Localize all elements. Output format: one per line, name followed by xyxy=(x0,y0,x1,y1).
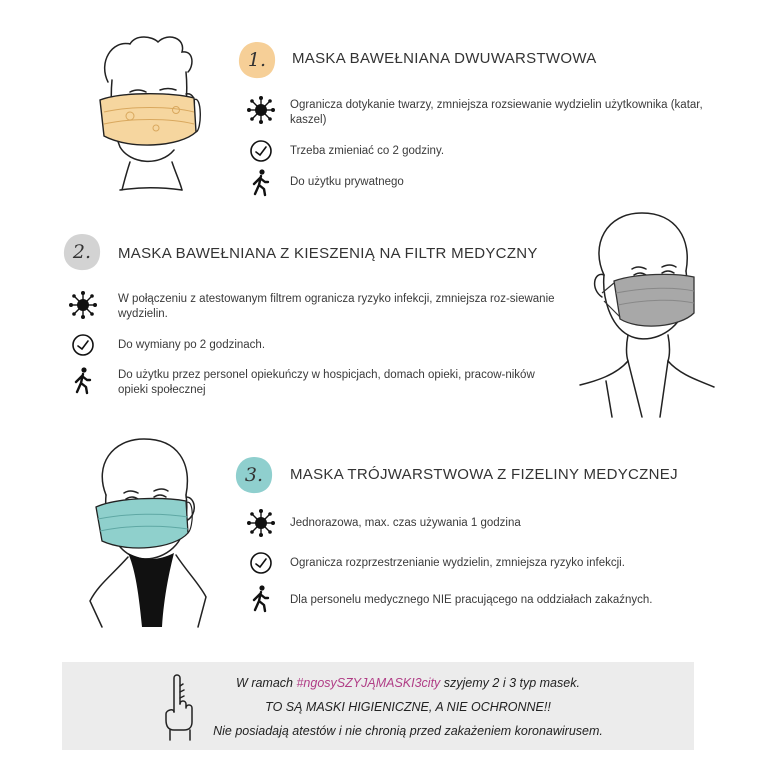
section-1-item-1-text: Ogranicza dotykanie twarzy, zmniejsza rozsiewanie wydzielin użytkownika (katar, kaszel) xyxy=(290,99,703,126)
virus-icon xyxy=(246,95,276,125)
section-1-item-3 xyxy=(246,168,706,198)
clock-icon xyxy=(246,548,276,578)
section-1-number: 1. xyxy=(247,49,267,71)
banner-line-1-prefix: W ramach xyxy=(236,676,293,690)
section-2-item-1-text: W połączeniu z atestowanym filtrem ogranicza ryzyko infekcji, zmniejsza roz-siewanie wydzielin. xyxy=(118,293,555,320)
walking-person-icon xyxy=(246,584,276,614)
section-2-title: MASKA BAWEŁNIANA Z KIESZENIĄ NA FILTR MEDYCZNY xyxy=(118,245,538,262)
section-2-item-3-text: Do użytku przez personel opiekuńczy w hospicjach, domach opieki, pracow-ników opieki społecznej xyxy=(118,369,535,396)
section-1-item-2 xyxy=(246,136,706,166)
figure-filter-mask xyxy=(576,205,716,420)
figure-cotton-mask xyxy=(90,32,220,192)
section-1-item-1 xyxy=(246,95,706,128)
clock-icon xyxy=(246,136,276,166)
banner-hashtag: #ngosySZYJĄMASKI3city xyxy=(296,676,441,690)
section-3-item-2-text: Ogranicza rozprzestrzenianie wydzielin, zmniejsza ryzyko infekcji. xyxy=(290,557,625,569)
banner-line-1-suffix: szyjemy 2 i 3 typ masek. xyxy=(443,676,580,690)
section-2-item-3 xyxy=(68,366,558,398)
section-3-item-2 xyxy=(246,548,716,578)
section-3-number: 3. xyxy=(244,464,264,486)
figure-medical-mask xyxy=(88,435,208,630)
section-1-title: MASKA BAWEŁNIANA DWUWARSTWOWA xyxy=(292,50,597,67)
info-banner xyxy=(62,662,694,750)
virus-icon xyxy=(246,508,276,538)
section-2-badge xyxy=(62,232,102,272)
section-2-item-2 xyxy=(68,330,558,360)
section-1-item-2-text: Trzeba zmieniać co 2 godziny. xyxy=(290,145,445,157)
banner-line-1 xyxy=(62,676,694,690)
section-3-item-1-text: Jednorazowa, max. czas używania 1 godzina xyxy=(290,517,521,529)
section-1-badge xyxy=(237,40,277,80)
virus-icon xyxy=(68,290,98,320)
section-3-badge xyxy=(234,455,274,495)
section-2-number: 2. xyxy=(72,241,92,263)
section-2-item-1 xyxy=(68,290,558,322)
section-2-item-2-text: Do wymiany po 2 godzinach. xyxy=(118,339,266,351)
section-3-item-3 xyxy=(246,584,716,614)
section-3-item-1 xyxy=(246,508,716,538)
section-3-title: MASKA TRÓJWARSTWOWA Z FIZELINY MEDYCZNEJ xyxy=(290,466,678,483)
banner-line-2: TO SĄ MASKI HIGIENICZNE, A NIE OCHRONNE!! xyxy=(265,700,551,714)
section-3-item-3-text: Dla personelu medycznego NIE pracującego na oddziałach zakaźnych. xyxy=(290,594,653,606)
clock-icon xyxy=(68,330,98,360)
banner-line-3: Nie posiadają atestów i nie chronią przed zakażeniem koronawirusem. xyxy=(213,724,603,738)
walking-person-icon xyxy=(246,168,276,198)
walking-person-icon xyxy=(68,366,98,396)
section-1-item-3-text: Do użytku prywatnego xyxy=(290,176,404,188)
